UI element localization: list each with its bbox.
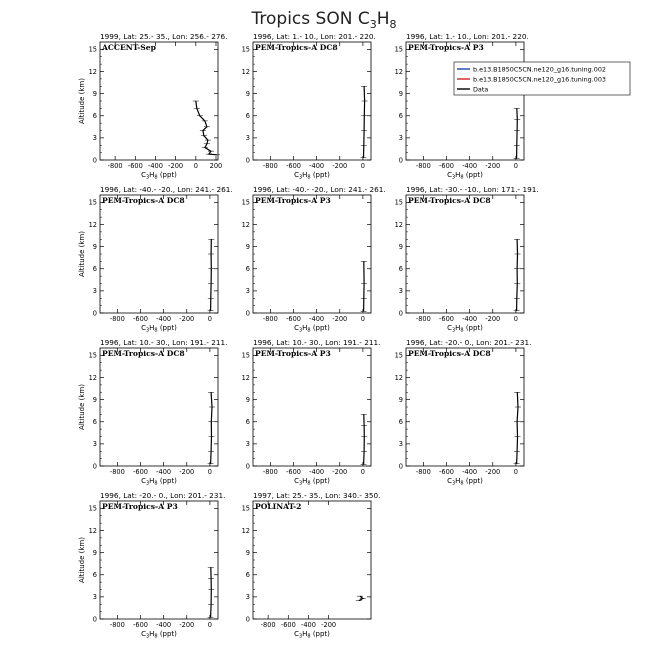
- x-tick-label: -600: [133, 621, 148, 629]
- data-line: [196, 101, 217, 155]
- x-axis-label: $C_3H_8$ (ppt): [294, 324, 330, 334]
- y-tick-label: 12: [394, 220, 403, 229]
- panel-title: 1996, Lat: 10.- 30., Lon: 191.- 211.: [100, 338, 228, 347]
- x-tick-label: -600: [439, 468, 454, 476]
- y-tick-label: 0: [398, 462, 403, 471]
- x-tick-label: -800: [262, 315, 278, 323]
- y-tick-label: 15: [88, 504, 97, 513]
- legend-entry: b.e13.B1850C5CN.ne120_g16.tuning.002: [473, 65, 606, 74]
- y-tick-label: 12: [241, 373, 250, 382]
- panel-3: [395, 32, 630, 181]
- y-tick-label: 12: [88, 67, 97, 76]
- panel-7: [78, 338, 227, 487]
- y-tick-label: 3: [398, 440, 403, 449]
- legend-entry: b.e13.B1850C5CN.ne120_g16.tuning.003: [473, 75, 606, 84]
- y-tick-label: 6: [245, 418, 250, 427]
- plot-frame: [253, 348, 371, 466]
- x-tick-label: -800: [107, 162, 123, 170]
- y-axis-label: Altitude (km): [78, 384, 86, 430]
- y-tick-label: 6: [92, 418, 97, 427]
- x-axis-label: $C_3H_8$ (ppt): [294, 477, 330, 487]
- panel-6: [395, 185, 539, 334]
- x-tick-label: 0: [360, 162, 366, 170]
- x-tick-label: -800: [260, 621, 276, 629]
- panel-5: [242, 185, 386, 334]
- y-tick-label: 9: [245, 242, 250, 251]
- y-tick-label: 0: [92, 615, 97, 624]
- x-tick-label: 0: [207, 315, 213, 323]
- y-tick-label: 15: [394, 45, 403, 54]
- y-tick-label: 3: [245, 593, 250, 602]
- x-tick-label: -600: [286, 162, 301, 170]
- x-tick-label: 0: [513, 162, 519, 170]
- x-tick-label: -400: [462, 162, 478, 170]
- y-tick-label: 9: [398, 395, 403, 404]
- panel-8: [242, 338, 381, 487]
- y-tick-label: 9: [92, 395, 97, 404]
- data-line: [364, 86, 365, 158]
- panel-11: [242, 491, 381, 640]
- panel-grid: [78, 32, 630, 640]
- y-tick-label: 12: [241, 220, 250, 229]
- y-tick-label: 6: [245, 571, 250, 580]
- x-tick-label: -200: [321, 621, 337, 629]
- x-tick-label: -400: [309, 162, 325, 170]
- y-tick-label: 12: [241, 67, 250, 76]
- panel-2: [242, 32, 376, 181]
- x-tick-label: -200: [179, 315, 195, 323]
- x-tick-label: -200: [332, 315, 348, 323]
- x-tick-label: -800: [109, 468, 125, 476]
- x-tick-label: -600: [439, 162, 454, 170]
- x-tick-label: -200: [168, 162, 184, 170]
- y-tick-label: 15: [88, 351, 97, 360]
- y-tick-label: 9: [92, 548, 97, 557]
- legend-entry: Data: [473, 85, 489, 94]
- data-line: [364, 414, 365, 464]
- plot-frame: [100, 348, 218, 466]
- plot-frame: [100, 501, 218, 619]
- x-tick-label: -800: [415, 468, 431, 476]
- x-tick-label: -400: [300, 621, 316, 629]
- y-tick-label: 9: [245, 89, 250, 98]
- x-tick-label: -600: [127, 162, 143, 170]
- x-axis-label: $C_3H_8$ (ppt): [141, 630, 177, 640]
- legend: [454, 62, 630, 95]
- panel-10: [78, 491, 225, 640]
- plot-frame: [100, 42, 218, 160]
- y-tick-label: 6: [92, 571, 97, 580]
- y-tick-label: 9: [245, 395, 250, 404]
- data-line: [517, 108, 518, 158]
- x-tick-label: -400: [156, 315, 172, 323]
- campaign-label: PEM-Tropics-A DC8: [102, 196, 185, 205]
- x-tick-label: -400: [309, 468, 325, 476]
- x-tick-label: 0: [360, 315, 366, 323]
- x-tick-label: -400: [156, 621, 172, 629]
- y-tick-label: 3: [398, 134, 403, 143]
- y-tick-label: 3: [92, 134, 97, 143]
- x-axis-label: $C_3H_8$ (ppt): [447, 324, 483, 334]
- y-tick-label: 0: [245, 309, 250, 318]
- x-axis-label: $C_3H_8$ (ppt): [294, 630, 330, 640]
- y-tick-label: 6: [92, 112, 97, 121]
- plot-frame: [406, 348, 524, 466]
- y-tick-label: 9: [398, 89, 403, 98]
- y-tick-label: 0: [398, 309, 403, 318]
- x-tick-label: 200: [209, 162, 223, 170]
- y-tick-label: 6: [398, 112, 403, 121]
- y-tick-label: 3: [92, 440, 97, 449]
- panel-title: 1996, Lat: -20.- 0., Lon: 201.- 231.: [100, 491, 226, 500]
- y-tick-label: 9: [245, 548, 250, 557]
- y-tick-label: 6: [245, 265, 250, 274]
- y-tick-label: 3: [245, 287, 250, 296]
- plot-frame: [100, 195, 218, 313]
- x-tick-label: -800: [262, 468, 278, 476]
- x-tick-label: -600: [439, 315, 454, 323]
- panel-title: 1996, Lat: 1.- 10., Lon: 201.- 220.: [406, 32, 529, 41]
- y-axis-label: Altitude (km): [78, 78, 86, 124]
- campaign-label: POLINAT-2: [255, 502, 302, 511]
- y-axis-label: Altitude (km): [78, 231, 86, 277]
- x-tick-label: 0: [207, 468, 213, 476]
- campaign-label: PEM-Tropics-A P3: [255, 196, 331, 205]
- x-tick-label: -800: [415, 162, 431, 170]
- campaign-label: PEM-Tropics-A P3: [255, 349, 331, 358]
- campaign-label: PEM-Tropics-A P3: [102, 502, 178, 511]
- y-tick-label: 3: [92, 593, 97, 602]
- y-tick-label: 0: [245, 462, 250, 471]
- panel-title: 1996, Lat: -20.- 0., Lon: 201.- 231.: [406, 338, 532, 347]
- data-line: [211, 239, 212, 310]
- y-tick-label: 15: [88, 198, 97, 207]
- x-tick-label: -800: [262, 162, 278, 170]
- y-tick-label: 0: [92, 462, 97, 471]
- data-line: [364, 261, 365, 311]
- x-tick-label: -200: [485, 468, 501, 476]
- x-tick-label: 0: [513, 468, 519, 476]
- y-tick-label: 15: [241, 351, 250, 360]
- y-tick-label: 12: [88, 526, 97, 535]
- data-line: [517, 239, 518, 310]
- x-tick-label: -800: [415, 315, 431, 323]
- y-tick-label: 6: [398, 418, 403, 427]
- x-tick-label: -200: [179, 621, 195, 629]
- y-tick-label: 9: [92, 89, 97, 98]
- y-tick-label: 15: [88, 45, 97, 54]
- plot-frame: [406, 42, 524, 160]
- x-tick-label: -600: [286, 468, 301, 476]
- y-tick-label: 12: [88, 220, 97, 229]
- panel-title: 1996, Lat: -40.- -20., Lon: 241.- 261.: [100, 185, 233, 194]
- data-line: [211, 567, 212, 617]
- x-tick-label: -400: [147, 162, 163, 170]
- panel-1: [78, 32, 227, 181]
- x-tick-label: -800: [109, 621, 125, 629]
- x-tick-label: -600: [286, 315, 301, 323]
- x-tick-label: -400: [309, 315, 325, 323]
- x-axis-label: $C_3H_8$ (ppt): [141, 171, 177, 181]
- y-tick-label: 12: [394, 67, 403, 76]
- y-tick-label: 15: [241, 45, 250, 54]
- y-tick-label: 12: [394, 373, 403, 382]
- x-axis-label: $C_3H_8$ (ppt): [141, 477, 177, 487]
- data-line: [211, 392, 212, 464]
- x-tick-label: -200: [332, 468, 348, 476]
- y-tick-label: 9: [398, 242, 403, 251]
- x-tick-label: -400: [462, 315, 478, 323]
- campaign-label: PEM-Tropics-A DC8: [408, 349, 491, 358]
- y-tick-label: 15: [241, 198, 250, 207]
- campaign-label: PEM-Tropics-A DC8: [255, 43, 338, 52]
- figure-title: Tropics SON $C_3H_8$: [251, 9, 397, 31]
- x-tick-label: -600: [133, 468, 148, 476]
- y-tick-label: 0: [92, 309, 97, 318]
- y-tick-label: 12: [241, 526, 250, 535]
- panel-title: 1996, Lat: 1.- 10., Lon: 201.- 220.: [253, 32, 376, 41]
- data-line: [517, 392, 518, 464]
- campaign-label: ACCENT-Sep: [102, 43, 156, 52]
- plot-frame: [253, 501, 371, 619]
- campaign-label: PEM-Tropics-A P3: [408, 43, 484, 52]
- panel-4: [78, 185, 233, 334]
- panel-title: 1997, Lat: 25.- 35., Lon: 340.- 350.: [253, 491, 381, 500]
- x-tick-label: -800: [109, 315, 125, 323]
- x-axis-label: $C_3H_8$ (ppt): [141, 324, 177, 334]
- plot-frame: [253, 195, 371, 313]
- x-tick-label: 0: [207, 621, 213, 629]
- x-tick-label: -200: [485, 162, 501, 170]
- x-tick-label: -200: [485, 315, 501, 323]
- y-tick-label: 3: [245, 134, 250, 143]
- panel-9: [395, 338, 532, 487]
- x-axis-label: $C_3H_8$ (ppt): [447, 171, 483, 181]
- y-tick-label: 0: [92, 156, 97, 165]
- x-tick-label: -400: [462, 468, 478, 476]
- y-tick-label: 12: [88, 373, 97, 382]
- panel-title: 1996, Lat: -40.- -20., Lon: 241.- 261.: [253, 185, 386, 194]
- y-tick-label: 3: [245, 440, 250, 449]
- panel-title: 1999, Lat: 25.- 35., Lon: 256.- 276.: [100, 32, 228, 41]
- y-tick-label: 6: [245, 112, 250, 121]
- x-tick-label: -600: [280, 621, 296, 629]
- campaign-label: PEM-Tropics-A DC8: [408, 196, 491, 205]
- x-axis-label: $C_3H_8$ (ppt): [447, 477, 483, 487]
- x-tick-label: -400: [156, 468, 172, 476]
- y-tick-label: 15: [394, 351, 403, 360]
- y-tick-label: 6: [92, 265, 97, 274]
- plot-frame: [253, 42, 371, 160]
- x-tick-label: 0: [193, 162, 198, 170]
- x-tick-label: -200: [332, 162, 348, 170]
- y-tick-label: 3: [398, 287, 403, 296]
- x-tick-label: -200: [179, 468, 195, 476]
- x-tick-label: 0: [513, 315, 519, 323]
- x-axis-label: $C_3H_8$ (ppt): [294, 171, 330, 181]
- y-tick-label: 15: [241, 504, 250, 513]
- y-tick-label: 0: [245, 156, 250, 165]
- plot-frame: [406, 195, 524, 313]
- y-tick-label: 0: [245, 615, 250, 624]
- y-tick-label: 9: [92, 242, 97, 251]
- x-tick-label: -600: [133, 315, 148, 323]
- campaign-label: PEM-Tropics-A DC8: [102, 349, 185, 358]
- panel-title: 1996, Lat: -30.- -10., Lon: 171.- 191.: [406, 185, 539, 194]
- y-tick-label: 0: [398, 156, 403, 165]
- panel-title: 1996, Lat: 10.- 30., Lon: 191.- 211.: [253, 338, 381, 347]
- y-tick-label: 3: [92, 287, 97, 296]
- x-tick-label: 0: [360, 468, 366, 476]
- y-tick-label: 6: [398, 265, 403, 274]
- y-tick-label: 15: [394, 198, 403, 207]
- y-axis-label: Altitude (km): [78, 537, 86, 583]
